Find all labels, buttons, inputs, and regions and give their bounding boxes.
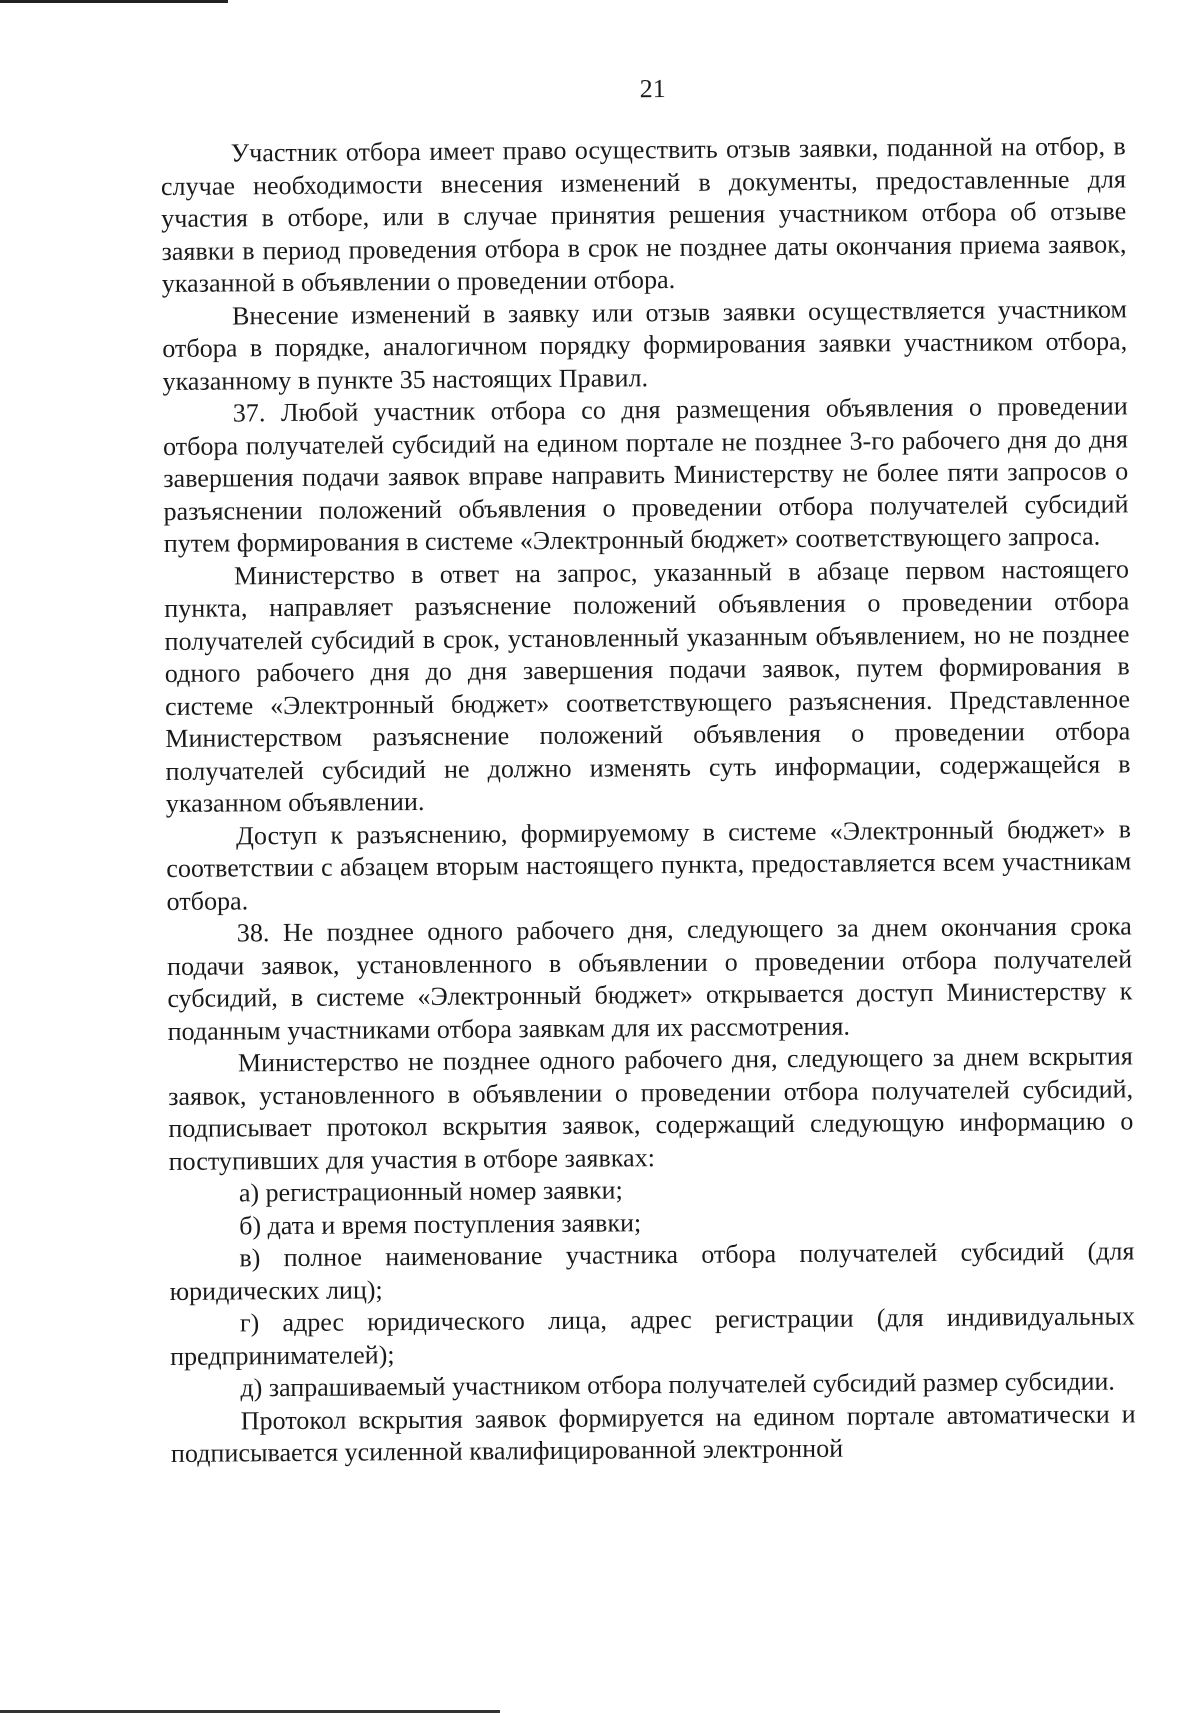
scan-edge-top (0, 0, 228, 3)
paragraph-changes-procedure: Внесение изменений в заявку или отзыв заявки осуществляется участником отбора в порядке, аналогичном порядку формирования заявки участником отбора, указанному в пункте 35 настоящих Правил. (162, 293, 1128, 396)
page-number: 21 (639, 74, 666, 104)
document-page (160, 52, 1136, 1470)
list-item-a: а) регистрационный номер заявки; (238, 1175, 623, 1208)
paragraph-ministry-response: Министерство в ответ на запрос, указанный в абзаце первом настоящего пункта, направляет разъяснение положений объявления о проведении отбора получателей субсидий в срок, установленный указанным объявлением, но не позднее одного рабочего дня до дня завершения подачи заявок, путем формирования в системе «Электронный бюджет» соответствующего разъяснения. Представленное Министерством разъяснение положений объявления о проведении отбора получателей субсидий не должно изменять суть информации, содержащейся в указанном объявлении. (164, 553, 1131, 818)
list-item-b: б) дата и время поступления заявки; (239, 1207, 642, 1240)
list-item-g: г) адрес юридического лица, адрес регистрации (для индивидуальных предпринимателей); (170, 1301, 1136, 1371)
paragraph-protocol-closing: Протокол вскрытия заявок формируется на едином портале автоматически и подписывается усиленной квалифицированной электронной (170, 1398, 1136, 1468)
paragraph-withdrawal-right: Участник отбора имеет право осуществить отзыв заявки, поданной на отбор, в случае необходимости внесения изменений в документы, предоставленные для участия в отборе, или в случае принятия решения участником отбора об отзыве заявки в период проведения отбора в срок не позднее даты окончания приема заявок, указанной в объявлении о проведении отбора. (160, 131, 1127, 298)
list-item-d: д) запрашиваемый участником отбора получателей субсидий размер субсидии. (240, 1366, 1115, 1403)
paragraph-clause-38: 38. Не позднее одного рабочего дня, следующего за днем окончания срока подачи заявок, установленного в объявлении о проведении отбора получателей субсидий, в системе «Электронный бюджет» открывается доступ Министерству к поданным участниками отбора заявкам для их рассмотрения. (167, 911, 1133, 1046)
paragraph-clause-37: 37. Любой участник отбора со дня размещения объявления о проведении отбора получателей субсидий на едином портале не позднее 3-го рабочего дня до дня завершения подачи заявок вправе направить Министерству не более пяти запросов о разъяснении положений объявления о проведении отбора получателей субсидий путем формирования в системе «Электронный бюджет» соответствующего запроса. (162, 391, 1129, 558)
paragraph-protocol-info: Министерство не позднее одного рабочего дня, следующего за днем вскрытия заявок, установленного в объявлении о проведении отбора получателей субсидий, подписывает протокол вскрытия заявок, содержащий следующую информацию о поступивших для участия в отборе заявках: (168, 1041, 1134, 1176)
list-item-v: в) полное наименование участника отбора получателей субсидий (для юридических лиц); (169, 1236, 1135, 1306)
paragraph-access-clarification: Доступ к разъяснению, формируемому в системе «Электронный бюджет» в соответствии с абзацем вторым настоящего пункта, предоставляется всем участникам отбора. (166, 813, 1132, 916)
